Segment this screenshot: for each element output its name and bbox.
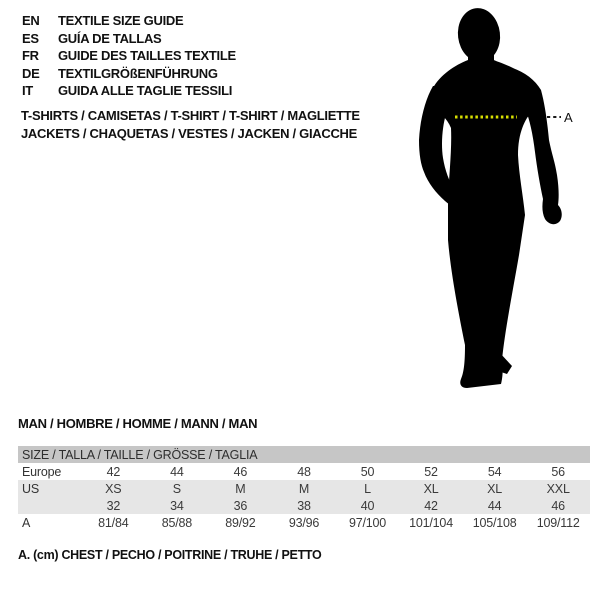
table-row-chest-a	[18, 514, 590, 531]
lang-code: FR	[22, 48, 39, 63]
cell: 42	[399, 497, 463, 514]
lang-label: TEXTILGRÖßENFÜHRUNG	[58, 65, 218, 81]
language-guide-list	[22, 12, 236, 100]
cell: 50	[360, 464, 375, 479]
lang-label: GUIDE DES TAILLES TEXTILE	[58, 48, 236, 63]
cell: XL	[399, 480, 463, 497]
measurement-footnote: A. (cm) CHEST / PECHO / POITRINE / TRUHE / PETTO	[18, 548, 322, 562]
lang-code: IT	[22, 83, 33, 98]
lang-code: EN	[22, 13, 40, 28]
cell: 44	[170, 464, 184, 479]
size-table-header: SIZE / TALLA / TAILLE / GRÖSSE / TAGLIA	[18, 446, 590, 463]
table-row-us	[18, 480, 590, 497]
cell: 97/100	[348, 515, 387, 530]
lang-label: GUIDA ALLE TAGLIE TESSILI	[58, 83, 233, 98]
back-foot-shape	[498, 352, 512, 374]
man-silhouette-svg	[415, 0, 580, 395]
cell: 52	[424, 464, 438, 479]
lang-code: ES	[22, 30, 39, 46]
cell: XXL	[526, 480, 590, 497]
silhouette-shapes	[419, 6, 562, 388]
category-line-tshirts: T-SHIRTS / CAMISETAS / T-SHIRT / T-SHIRT / MAGLIETTE	[21, 108, 360, 123]
measure-label-a: A	[564, 110, 573, 125]
table-row-europe	[18, 463, 590, 480]
cell: 54	[487, 464, 502, 479]
cell: L	[336, 480, 400, 497]
section-title-man: MAN / HOMBRE / HOMME / MANN / MAN	[18, 416, 258, 431]
cell: XS	[82, 480, 146, 497]
size-table	[18, 446, 590, 531]
size-table-header-row	[18, 446, 590, 463]
cell: 48	[297, 464, 311, 479]
cell: 105/108	[472, 515, 517, 530]
cell: 89/92	[225, 515, 256, 530]
lang-row-fr	[22, 47, 236, 65]
lang-row-es	[22, 30, 236, 48]
cell: 85/88	[161, 515, 192, 530]
lang-label: TEXTILE SIZE GUIDE	[58, 13, 184, 28]
cell: 38	[272, 497, 336, 514]
lang-label: GUÍA DE TALLAS	[58, 30, 162, 46]
cell: 46	[233, 464, 248, 479]
cell: 81/84	[98, 515, 129, 530]
cell: 109/112	[536, 515, 580, 530]
cell: 46	[526, 497, 590, 514]
cell: 56	[551, 464, 565, 479]
lang-row-en	[22, 12, 236, 30]
lang-code: DE	[22, 65, 40, 81]
cell: 101/104	[409, 515, 453, 530]
row-label: Europe	[22, 464, 62, 479]
cell: 36	[209, 497, 273, 514]
row-label: US	[18, 480, 82, 497]
cell: 42	[106, 464, 121, 479]
man-silhouette-figure	[415, 0, 580, 395]
row-label	[18, 497, 82, 514]
cell: 44	[463, 497, 527, 514]
cell: XL	[463, 480, 527, 497]
cell: 40	[336, 497, 400, 514]
cell: 34	[145, 497, 209, 514]
cell: S	[145, 480, 209, 497]
lang-row-de	[22, 65, 236, 83]
category-lines	[21, 107, 360, 143]
cell: M	[272, 480, 336, 497]
row-label: A	[22, 515, 31, 530]
table-row-alt-sizes	[18, 497, 590, 514]
cell: 93/96	[288, 515, 320, 530]
cell: 32	[82, 497, 146, 514]
category-line-jackets: JACKETS / CHAQUETAS / VESTES / JACKEN / GIACCHE	[21, 126, 357, 141]
lang-row-it	[22, 82, 236, 100]
cell: M	[209, 480, 273, 497]
